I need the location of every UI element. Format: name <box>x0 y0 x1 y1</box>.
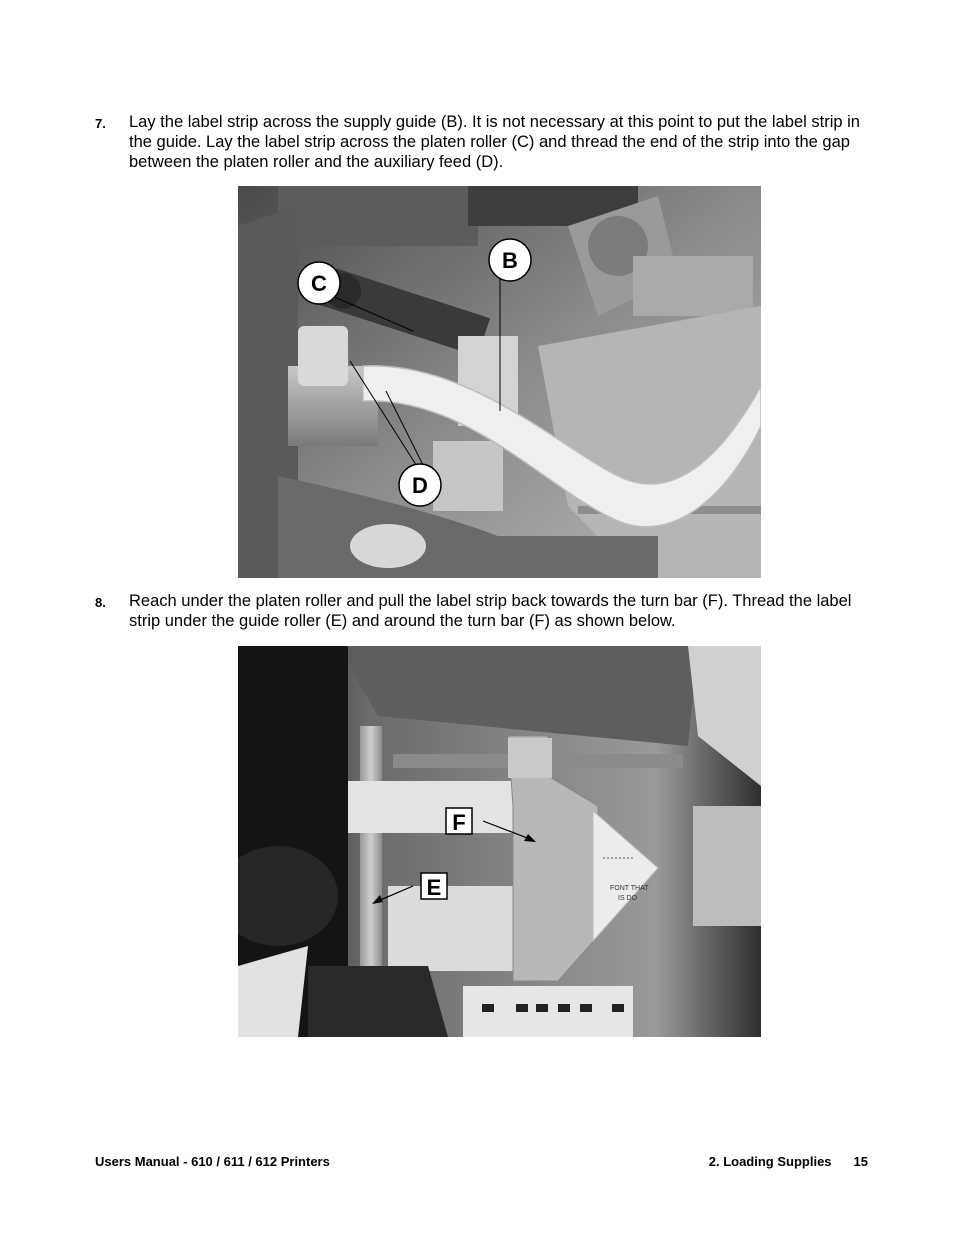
svg-text:D: D <box>412 473 428 498</box>
svg-text:E: E <box>426 875 442 900</box>
step-number: 8. <box>95 595 106 610</box>
callout-f <box>446 808 472 835</box>
svg-text:C: C <box>311 271 327 296</box>
label-print-line-1: FONT THAT <box>610 885 649 892</box>
footer-manual-title: Users Manual - 610 / 611 / 612 Printers <box>95 1154 330 1169</box>
step-text: Reach under the platen roller and pull the label strip back towards the turn bar (F). Thread the label strip under the guide roller (E) and around the turn bar (F) as shown below. <box>129 592 852 630</box>
printer-photo-platen <box>238 186 761 578</box>
svg-text:F: F <box>452 810 466 835</box>
callout-c <box>298 262 340 304</box>
step-7 <box>95 112 885 172</box>
step-text: Lay the label strip across the supply guide (B). It is not necessary at this point to put the label strip in the guide. Lay the label strip across the platen roller (C) and thread the end of the strip into the gap between the platen roller and the auxiliary feed (D). <box>129 113 860 171</box>
printer-photo-turn-bar <box>238 646 761 1037</box>
callout-b <box>489 239 531 281</box>
footer-section <box>709 1154 868 1169</box>
label-print-line-2: IS DO <box>618 895 638 902</box>
footer-section-title: 2. Loading Supplies <box>708 1154 832 1169</box>
callout-e <box>421 873 447 900</box>
step-8 <box>95 591 885 631</box>
page-number: 15 <box>853 1154 868 1169</box>
svg-text:B: B <box>502 248 518 273</box>
step-number: 7. <box>95 116 106 131</box>
callout-d <box>399 464 441 506</box>
